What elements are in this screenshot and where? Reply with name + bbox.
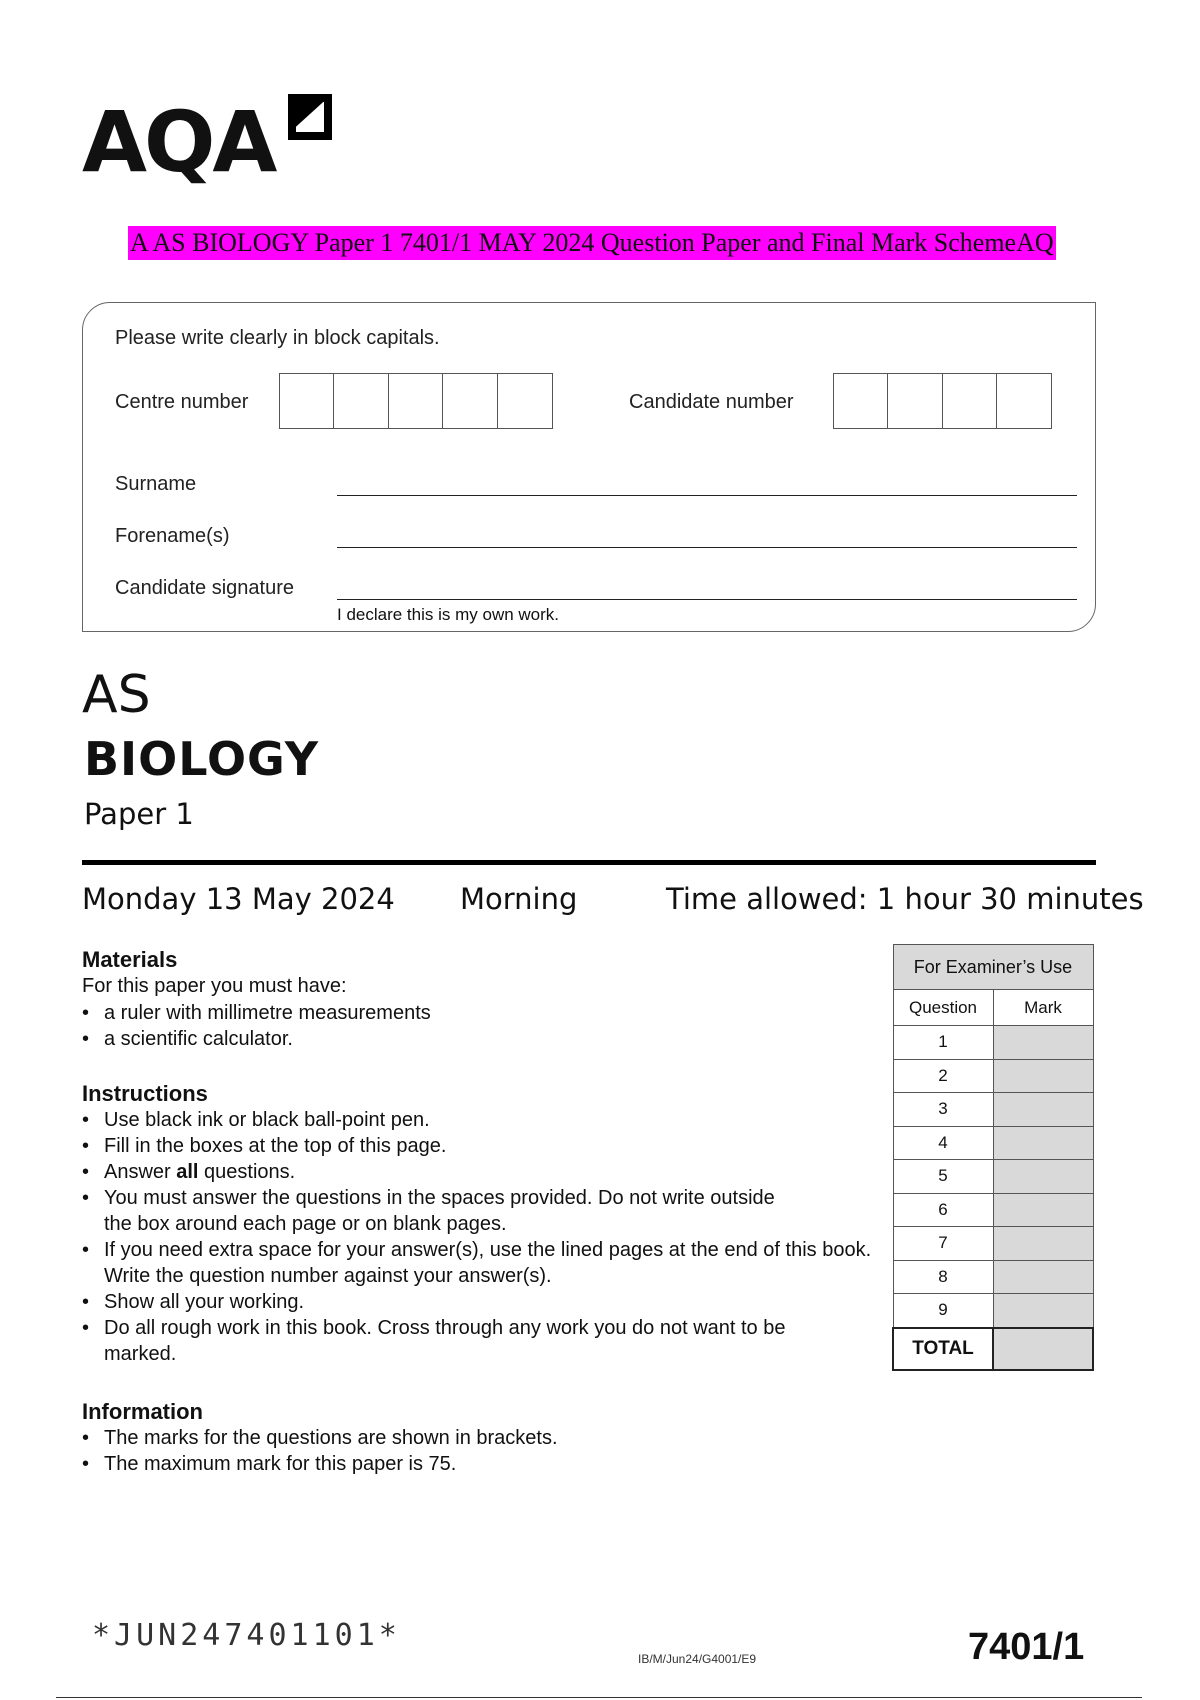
information-item: • The marks for the questions are shown in brackets. <box>82 1425 882 1451</box>
table-row <box>893 1026 1093 1060</box>
barcode-text: *JUN247401101* <box>92 1618 401 1653</box>
surname-line[interactable] <box>337 495 1077 496</box>
highlight-banner: A AS BIOLOGY Paper 1 7401/1 MAY 2024 Question Paper and Final Mark SchemeAQ <box>128 226 1056 260</box>
materials-item: • a scientific calculator. <box>82 1026 882 1052</box>
reference-code: IB/M/Jun24/G4001/E9 <box>638 1652 757 1666</box>
candidate-digit-box[interactable] <box>833 373 889 429</box>
qualification-level: AS <box>82 665 151 725</box>
instructions-section <box>82 1080 872 1367</box>
mark-cell <box>993 1193 1093 1227</box>
paper-code: 7401/1 <box>968 1626 1085 1668</box>
question-number: 5 <box>893 1160 993 1194</box>
table-row <box>893 1160 1093 1194</box>
instruction-item: • Fill in the boxes at the top of this page. <box>82 1133 862 1159</box>
instruction-item <box>82 1159 862 1185</box>
candidate-details-box <box>82 302 1096 632</box>
examiner-table-title: For Examiner’s Use <box>893 945 1093 990</box>
answer-bold: all <box>176 1161 199 1183</box>
instruction-item: • You must answer the questions in the spaces provided. Do not write outside the box around each page or on blank pages. <box>82 1185 794 1237</box>
title-divider <box>82 860 1096 865</box>
table-row <box>893 1126 1093 1160</box>
mark-column-header: Mark <box>993 990 1093 1026</box>
question-number: 9 <box>893 1294 993 1328</box>
centre-digit-box[interactable] <box>333 373 389 429</box>
declaration-text: I declare this is my own work. <box>337 605 560 624</box>
table-row <box>893 1227 1093 1261</box>
forename-line[interactable] <box>337 547 1077 548</box>
information-section <box>82 1398 882 1477</box>
candidate-digit-box[interactable] <box>942 373 998 429</box>
signature-line[interactable] <box>337 599 1077 600</box>
time-allowed: Time allowed: 1 hour 30 minutes <box>666 882 1144 916</box>
mark-cell <box>993 1160 1093 1194</box>
question-number: 1 <box>893 1026 993 1060</box>
exam-date: Monday 13 May 2024 <box>82 882 395 916</box>
total-row <box>893 1328 1093 1370</box>
materials-section <box>82 946 882 1052</box>
instruction-item: • Show all your working. <box>82 1289 862 1315</box>
question-number: 2 <box>893 1059 993 1093</box>
materials-item: • a ruler with millimetre measurements <box>82 1000 882 1026</box>
footer-rule <box>56 1697 1142 1698</box>
information-item: • The maximum mark for this paper is 75. <box>82 1451 882 1477</box>
paper-number: Paper 1 <box>84 797 194 831</box>
mark-cell <box>993 1294 1093 1328</box>
subject-title: BIOLOGY <box>84 732 320 786</box>
question-column-header: Question <box>893 990 993 1026</box>
centre-number-label: Centre number <box>115 391 249 413</box>
instructions-heading: Instructions <box>82 1081 208 1106</box>
centre-digit-box[interactable] <box>388 373 444 429</box>
signature-label: Candidate signature <box>115 577 295 599</box>
candidate-digit-box[interactable] <box>996 373 1052 429</box>
instruction-item: • If you need extra space for your answer(s), use the lined pages at the end of this book. Write the question number against your answer(s). <box>82 1237 874 1289</box>
candidate-number-boxes[interactable] <box>834 373 1052 429</box>
aqa-logo <box>82 82 352 192</box>
table-row <box>893 1059 1093 1093</box>
candidate-digit-box[interactable] <box>887 373 943 429</box>
answer-suffix: questions. <box>198 1161 296 1183</box>
question-number: 3 <box>893 1093 993 1127</box>
table-row <box>893 1294 1093 1328</box>
total-mark-cell <box>993 1328 1093 1370</box>
candidate-number-label: Candidate number <box>629 391 794 413</box>
block-capitals-instruction: Please write clearly in block capitals. <box>115 327 440 349</box>
instruction-item: • Use black ink or black ball-point pen. <box>82 1107 862 1133</box>
question-number: 6 <box>893 1193 993 1227</box>
mark-cell <box>993 1126 1093 1160</box>
materials-intro: For this paper you must have: <box>82 975 347 997</box>
mark-cell <box>993 1059 1093 1093</box>
exam-session: Morning <box>460 882 578 916</box>
forename-label: Forename(s) <box>115 525 230 547</box>
logo-text: AQA <box>82 93 275 191</box>
centre-digit-box[interactable] <box>279 373 335 429</box>
question-number: 8 <box>893 1260 993 1294</box>
answer-prefix: Answer <box>104 1161 177 1183</box>
centre-digit-box[interactable] <box>442 373 498 429</box>
mark-cell <box>993 1260 1093 1294</box>
total-label: TOTAL <box>893 1328 993 1370</box>
mark-cell <box>993 1093 1093 1127</box>
mark-cell <box>993 1026 1093 1060</box>
materials-heading: Materials <box>82 947 178 972</box>
instruction-item: • Do all rough work in this book. Cross through any work you do not want to be marked. <box>82 1315 844 1367</box>
table-row <box>893 1093 1093 1127</box>
surname-label: Surname <box>115 473 197 495</box>
examiner-use-table <box>892 944 1094 1371</box>
aqa-logo-mark-icon <box>282 90 338 146</box>
mark-cell <box>993 1227 1093 1261</box>
table-row <box>893 1193 1093 1227</box>
centre-digit-box[interactable] <box>497 373 553 429</box>
centre-number-boxes[interactable] <box>280 373 553 429</box>
information-heading: Information <box>82 1399 203 1424</box>
table-row <box>893 1260 1093 1294</box>
question-number: 7 <box>893 1227 993 1261</box>
question-number: 4 <box>893 1126 993 1160</box>
